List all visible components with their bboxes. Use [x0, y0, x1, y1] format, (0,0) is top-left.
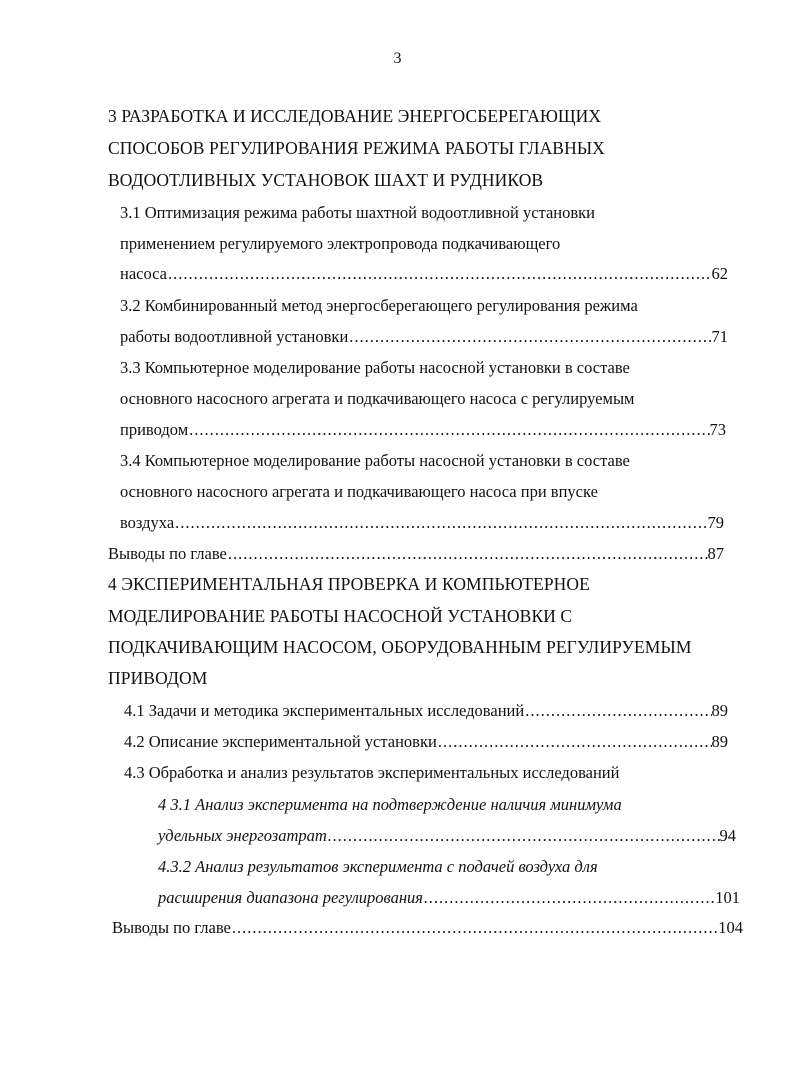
entry-page: 62: [711, 264, 728, 283]
entry-label: работы водоотливной установки: [120, 327, 349, 346]
page-number: 3: [393, 50, 402, 67]
chapter-4-title-line-2: МОДЕЛИРОВАНИЕ РАБОТЫ НАСОСНОЙ УСТАНОВКИ С: [108, 606, 573, 626]
entry-page: 101: [715, 888, 740, 907]
section-3-2-line-1: 3.2 Комбинированный метод энергосберегающего регулирования режима: [120, 296, 638, 315]
entry-label: 4.1 Задачи и методика экспериментальных исследований: [124, 701, 525, 720]
entry-label: воздуха: [120, 513, 175, 532]
dot-leader: [348, 327, 711, 347]
chapter-4-title-line-3: ПОДКАЧИВАЮЩИМ НАСОСОМ, ОБОРУДОВАННЫМ РЕГУЛИРУЕМЫМ: [108, 637, 692, 657]
chapter-4-title-line-4: ПРИВОДОМ: [108, 668, 208, 688]
dot-leader: [423, 888, 715, 908]
entry-page: 79: [707, 513, 724, 532]
toc-entry-4-1[interactable]: [124, 701, 728, 721]
dot-leader: [174, 513, 707, 533]
dot-leader: [167, 264, 712, 284]
entry-page: 87: [707, 544, 724, 563]
toc-entry-4-2[interactable]: [124, 732, 728, 752]
section-3-3-line-1: 3.3 Компьютерное моделирование работы насосной установки в составе: [120, 358, 630, 377]
entry-page: 89: [711, 701, 728, 720]
dot-leader: [231, 918, 718, 938]
section-3-1-line-1: 3.1 Оптимизация режима работы шахтной водоотливной установки: [120, 203, 595, 222]
chapter-3-title-line-1: 3 РАЗРАБОТКА И ИССЛЕДОВАНИЕ ЭНЕРГОСБЕРЕГАЮЩИХ: [108, 106, 602, 126]
entry-label: 4.2 Описание экспериментальной установки: [124, 732, 437, 751]
chapter-3-title-line-2: СПОСОБОВ РЕГУЛИРОВАНИЯ РЕЖИМА РАБОТЫ ГЛАВНЫХ: [108, 138, 605, 158]
section-3-4-line-1: 3.4 Компьютерное моделирование работы насосной установки в составе: [120, 451, 630, 470]
subsection-4-3-2-line-1: 4.3.2 Анализ результатов эксперимента с подачей воздуха для: [158, 857, 598, 876]
toc-entry-4-3-2[interactable]: [158, 888, 740, 908]
entry-page: 73: [709, 420, 726, 439]
entry-page: 104: [718, 918, 743, 937]
section-3-4-line-2: основного насосного агрегата и подкачивающего насоса при впуске: [120, 482, 598, 501]
dot-leader: [227, 544, 708, 564]
entry-page: 89: [711, 732, 728, 751]
section-3-1-line-2: применением регулируемого электропровода подкачивающего: [120, 234, 561, 253]
toc-entry-3-1[interactable]: [120, 264, 728, 284]
toc-entry-3-3[interactable]: [120, 420, 726, 440]
chapter-4-title-line-1: 4 ЭКСПЕРИМЕНТАЛЬНАЯ ПРОВЕРКА И КОМПЬЮТЕРНОЕ: [108, 574, 590, 594]
toc-entry-3-2[interactable]: [120, 327, 728, 347]
entry-label: расширения диапазона регулирования: [158, 888, 423, 907]
entry-label: насоса: [120, 264, 167, 283]
dot-leader: [437, 732, 712, 752]
toc-entry-chapter-4-conclusions[interactable]: [112, 918, 743, 938]
toc-entry-4-3-1[interactable]: [158, 826, 736, 846]
dot-leader: [524, 701, 711, 721]
chapter-3-title-line-3: ВОДООТЛИВНЫХ УСТАНОВОК ШАХТ И РУДНИКОВ: [108, 170, 544, 190]
entry-page: 71: [711, 327, 728, 346]
toc-entry-4-3[interactable]: 4.3 Обработка и анализ результатов экспериментальных исследований: [124, 763, 620, 782]
subsection-4-3-1-line-1: 4 3.1 Анализ эксперимента на подтверждение наличия минимума: [158, 795, 622, 814]
dot-leader: [188, 420, 709, 440]
toc-entry-chapter-3-conclusions[interactable]: [108, 544, 724, 564]
entry-label: Выводы по главе: [112, 918, 231, 937]
dot-leader: [327, 826, 720, 846]
toc-entry-3-4[interactable]: [120, 513, 724, 533]
entry-label: удельных энергозатрат: [158, 826, 327, 845]
section-3-3-line-2: основного насосного агрегата и подкачивающего насоса с регулируемым: [120, 389, 635, 408]
entry-page: 94: [719, 826, 736, 845]
entry-label: приводом: [120, 420, 189, 439]
entry-label: Выводы по главе: [108, 544, 227, 563]
